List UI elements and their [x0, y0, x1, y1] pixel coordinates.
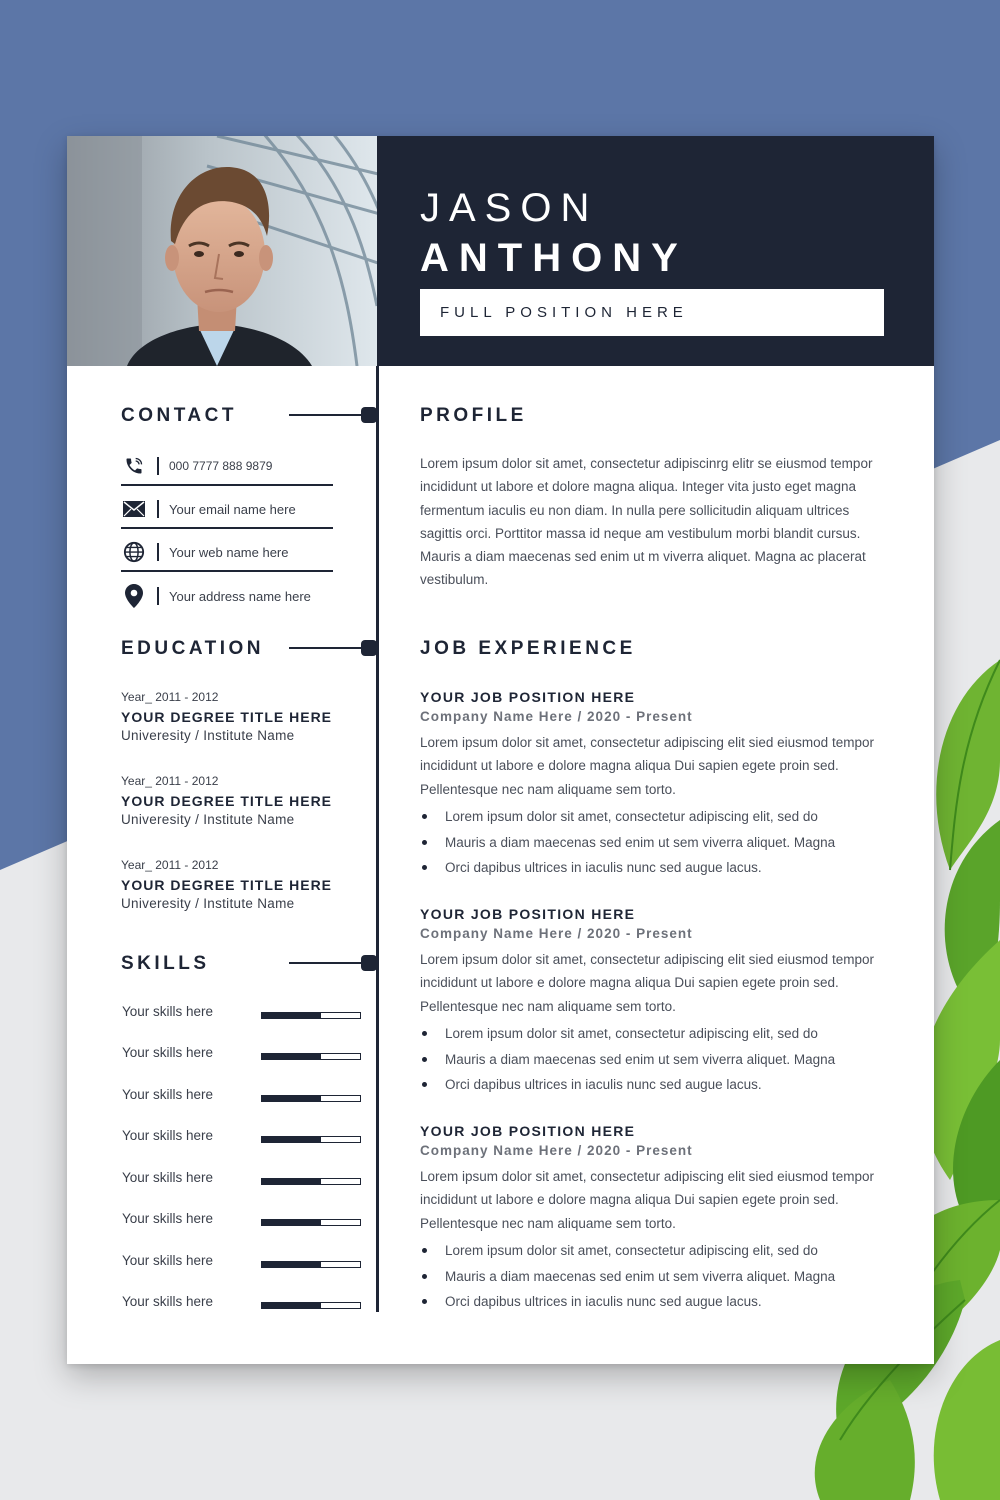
skill-label: Your skills here — [122, 1128, 214, 1143]
job-company: Company Name Here / 2020 - Present — [420, 1143, 693, 1158]
job-entry — [420, 905, 890, 1098]
skill-bar — [261, 1178, 361, 1185]
position-title: FULL POSITION HERE — [440, 304, 688, 321]
profile-text: Lorem ipsum dolor sit amet, consectetur adipiscinrg elitr se eiusmod tempor incididunt ut labore et dolore magna aliqua. Integer vita justo eget magna fermentum iaculis eu non diam. In nulla pere sollicitudin aliquam ultrices sagittis orci. Porttitor massa id neque am vestibulum morbi blandit cursus. Mauris a diam maecenas sed enim ut m viverra aliquet. Magna ac placerat vestibulum. — [420, 456, 873, 588]
skill-row — [121, 1211, 361, 1231]
skill-row — [121, 1087, 361, 1107]
contact-heading: CONTACT — [121, 405, 237, 426]
education-year: Year_ 2011 - 2012 — [121, 858, 219, 872]
skill-row — [121, 1128, 361, 1148]
contact-node — [361, 407, 377, 423]
skill-label: Your skills here — [122, 1253, 214, 1268]
skill-row — [121, 1045, 361, 1065]
job-entry — [420, 688, 890, 881]
job-bullet: Mauris a diam maecenas sed enim ut sem viverra aliquet. Magna — [420, 1047, 890, 1073]
skill-label: Your skills here — [122, 1170, 214, 1185]
skill-label: Your skills here — [122, 1211, 214, 1226]
education-item — [121, 858, 361, 911]
resume-sheet — [67, 136, 934, 1364]
last-name: ANTHONY — [420, 236, 688, 280]
contact-phone — [121, 448, 333, 486]
job-description: Lorem ipsum dolor sit amet, consectetur adipiscing elit sied eiusmod tempor incididunt ut labore e dolore magna aliqua Dui sapien egete proin sed. Pellentesque nec nam aliquame sem torto. — [420, 1169, 874, 1231]
skill-bar — [261, 1053, 361, 1060]
job-description: Lorem ipsum dolor sit amet, consectetur adipiscing elit sied eiusmod tempor incididunt ut labore e dolore magna aliqua Dui sapien egete proin sed. Pellentesque nec nam aliquame sem torto. — [420, 952, 874, 1014]
globe-icon — [121, 539, 147, 565]
job-bullet: Mauris a diam maecenas sed enim ut sem viverra aliquet. Magna — [420, 830, 890, 856]
contact-web — [121, 534, 333, 572]
skill-bar — [261, 1261, 361, 1268]
skill-bar — [261, 1302, 361, 1309]
skill-level-fill — [262, 1096, 321, 1101]
address-text: Your address name here — [169, 588, 311, 604]
skill-level-fill — [262, 1137, 321, 1142]
education-year: Year_ 2011 - 2012 — [121, 690, 219, 704]
email-text: Your email name here — [169, 501, 296, 517]
degree-title: YOUR DEGREE TITLE HERE — [121, 793, 333, 809]
contact-email — [121, 491, 333, 529]
institute-name: Univeresity / Institute Name — [121, 896, 295, 911]
profile-photo — [67, 136, 377, 366]
job-bullet: Lorem ipsum dolor sit amet, consectetur adipiscing elit, sed do — [420, 804, 890, 830]
institute-name: Univeresity / Institute Name — [121, 728, 295, 743]
job-company: Company Name Here / 2020 - Present — [420, 926, 693, 941]
job-description: Lorem ipsum dolor sit amet, consectetur adipiscing elit sied eiusmod tempor incididunt ut labore e dolore magna aliqua Dui sapien egete proin sed. Pellentesque nec nam aliquame sem torto. — [420, 735, 874, 797]
profile-heading: PROFILE — [420, 405, 527, 426]
education-connector — [289, 647, 369, 649]
skill-level-fill — [262, 1013, 321, 1018]
job-bullet: Lorem ipsum dolor sit amet, consectetur adipiscing elit, sed do — [420, 1021, 890, 1047]
contact-separator — [157, 500, 159, 518]
job-bullet: Orci dapibus ultrices in iaculis nunc sed augue lacus. — [420, 1289, 890, 1315]
location-pin-icon — [121, 583, 147, 609]
job-bullet: Orci dapibus ultrices in iaculis nunc sed augue lacus. — [420, 855, 890, 881]
skill-level-fill — [262, 1054, 321, 1059]
job-title: YOUR JOB POSITION HERE — [420, 689, 636, 705]
education-item — [121, 774, 361, 827]
skills-connector — [289, 962, 369, 964]
skill-bar — [261, 1219, 361, 1226]
skill-row — [121, 1170, 361, 1190]
skill-label: Your skills here — [122, 1045, 214, 1060]
contact-separator — [157, 457, 159, 475]
first-name: JASON — [420, 186, 599, 230]
job-bullet: Lorem ipsum dolor sit amet, consectetur adipiscing elit, sed do — [420, 1238, 890, 1264]
skill-label: Your skills here — [122, 1004, 214, 1019]
web-text: Your web name here — [169, 544, 289, 560]
skill-bar — [261, 1012, 361, 1019]
institute-name: Univeresity / Institute Name — [121, 812, 295, 827]
degree-title: YOUR DEGREE TITLE HERE — [121, 709, 333, 725]
skill-label: Your skills here — [122, 1087, 214, 1102]
degree-title: YOUR DEGREE TITLE HERE — [121, 877, 333, 893]
job-bullet: Orci dapibus ultrices in iaculis nunc sed augue lacus. — [420, 1072, 890, 1098]
skill-level-fill — [262, 1179, 321, 1184]
skill-label: Your skills here — [122, 1294, 214, 1309]
job-company: Company Name Here / 2020 - Present — [420, 709, 693, 724]
education-item — [121, 690, 361, 743]
skill-row — [121, 1004, 361, 1024]
job-bullet: Mauris a diam maecenas sed enim ut sem viverra aliquet. Magna — [420, 1264, 890, 1290]
skill-bar — [261, 1136, 361, 1143]
job-bullets — [420, 804, 890, 881]
job-bullets — [420, 1021, 890, 1098]
skill-level-fill — [262, 1262, 321, 1267]
phone-icon — [121, 453, 147, 479]
contact-address — [121, 577, 333, 615]
skill-bar — [261, 1095, 361, 1102]
education-node — [361, 640, 377, 656]
skill-level-fill — [262, 1220, 321, 1225]
timeline-divider — [376, 366, 379, 1312]
job-entry — [420, 1122, 890, 1315]
position-box — [420, 289, 884, 336]
job-title: YOUR JOB POSITION HERE — [420, 906, 636, 922]
skill-row — [121, 1253, 361, 1273]
skill-level-fill — [262, 1303, 321, 1308]
envelope-icon — [121, 496, 147, 522]
education-year: Year_ 2011 - 2012 — [121, 774, 219, 788]
skills-node — [361, 955, 377, 971]
job-title: YOUR JOB POSITION HERE — [420, 1123, 636, 1139]
education-heading: EDUCATION — [121, 638, 265, 659]
name-header — [377, 136, 934, 366]
contact-separator — [157, 587, 159, 605]
job-bullets — [420, 1238, 890, 1315]
contact-connector — [289, 414, 369, 416]
skill-row — [121, 1294, 361, 1314]
skills-heading: SKILLS — [121, 953, 210, 974]
contact-separator — [157, 543, 159, 561]
phone-text: 000 7777 888 9879 — [169, 459, 273, 473]
experience-heading: JOB EXPERIENCE — [420, 638, 636, 659]
